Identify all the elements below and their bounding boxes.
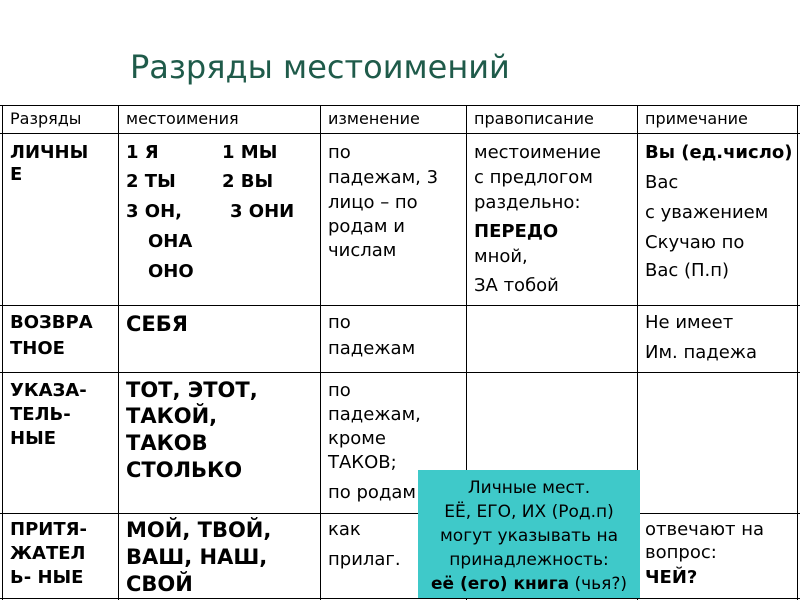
- header-pronouns: местоимения: [126, 109, 239, 128]
- row2-note-2: Им. падежа: [645, 342, 758, 363]
- row1-note-3: с уважением: [645, 202, 769, 223]
- header-spelling: правописание: [474, 109, 594, 128]
- callout-example: [418, 572, 640, 596]
- row3-category-line1: УКАЗА-: [10, 380, 87, 401]
- row4-category-line1: ПРИТЯ-: [10, 519, 87, 540]
- row1-pronoun-2pl: 2 ВЫ: [222, 171, 274, 192]
- row4-change-1: как: [328, 519, 361, 540]
- page-title: Разряды местоимений: [130, 48, 510, 86]
- row3-change-3: кроме: [328, 428, 386, 449]
- row2-category-line2: ТНОЕ: [10, 338, 65, 359]
- row2-category-line1: ВОЗВРА: [10, 312, 93, 333]
- row3-category-line3: НЫЕ: [10, 428, 57, 449]
- row2-change-2: падежам: [328, 338, 416, 359]
- header-change: изменение: [328, 109, 420, 128]
- row1-spelling-1: местоимение: [474, 142, 601, 163]
- row1-pronoun-2sg: 2 ТЫ: [126, 171, 176, 192]
- header-note: примечание: [645, 109, 748, 128]
- callout-example-rest: (чья?): [569, 574, 628, 594]
- row4-pronoun-2: ВАШ, НАШ,: [126, 545, 268, 569]
- row1-pronoun-3pl: 3 ОНИ: [230, 201, 295, 222]
- row2-change-1: по: [328, 312, 351, 333]
- header-categories: Разряды: [10, 109, 82, 128]
- row1-change-1: по: [328, 142, 351, 163]
- row3-change-2: падежам,: [328, 404, 421, 425]
- callout-example-bold: её (его) книга: [430, 574, 570, 594]
- row4-category-line3: Ь- НЫЕ: [10, 567, 84, 588]
- row1-spelling-5: мной,: [474, 246, 528, 267]
- callout-line-4: принадлежность:: [449, 550, 609, 570]
- row1-category-line2: Е: [10, 164, 23, 185]
- row1-note-4: Скучаю по: [645, 232, 745, 253]
- row3-change-5: по родам: [328, 482, 416, 503]
- row3-pronoun-1: ТОТ, ЭТОТ,: [126, 378, 258, 402]
- callout-line-3: могут указывать на: [439, 526, 619, 546]
- row4-change-2: прилаг.: [328, 549, 401, 570]
- row4-note-1: отвечают на: [645, 519, 765, 540]
- row1-spelling-2: с предлогом: [474, 167, 593, 188]
- row1-pronoun-3sg: 3 ОН,: [126, 201, 182, 222]
- row1-pronoun-1pl: 1 МЫ: [222, 142, 278, 163]
- row1-change-5: числам: [328, 240, 397, 261]
- callout-line-2: ЕЁ, ЕГО, ИХ (Род.п): [444, 502, 614, 522]
- row3-category-line2: ТЕЛЬ-: [10, 404, 71, 425]
- row4-note-2: вопрос:: [645, 542, 717, 563]
- callout-note: [418, 470, 640, 598]
- row3-pronoun-4: СТОЛЬКО: [126, 458, 243, 482]
- row4-pronoun-1: МОЙ, ТВОЙ,: [126, 518, 272, 542]
- row1-spelling-4: ПЕРЕДО: [474, 221, 559, 242]
- row2-pronoun: СЕБЯ: [126, 312, 188, 336]
- row4-category-line2: ЖАТЕЛ: [10, 543, 86, 564]
- row1-spelling-6: ЗА тобой: [474, 275, 559, 296]
- row4-pronoun-3: СВОЙ: [126, 572, 193, 596]
- row1-pronoun-3sg-fem: ОНА: [148, 231, 193, 252]
- row1-change-3: лицо – по: [328, 192, 418, 213]
- callout-line-1: Личные мест.: [467, 478, 591, 498]
- row3-change-1: по: [328, 380, 351, 401]
- row1-note-5: Вас (П.п): [645, 260, 730, 281]
- row1-pronoun-1sg: 1 Я: [126, 142, 159, 163]
- row1-note-2: Вас: [645, 172, 679, 193]
- row3-pronoun-2: ТАКОЙ,: [126, 404, 218, 428]
- row1-spelling-3: раздельно:: [474, 192, 581, 213]
- row4-note-3: ЧЕЙ?: [645, 567, 698, 588]
- row1-change-2: падежам, 3: [328, 167, 439, 188]
- row1-category-line1: ЛИЧНЫ: [10, 142, 89, 163]
- row1-pronoun-3sg-neut: ОНО: [148, 261, 194, 282]
- row2-note-1: Не имеет: [645, 312, 734, 333]
- row1-change-4: родам и: [328, 216, 405, 237]
- row1-note-1: Вы (ед.число): [645, 142, 793, 163]
- row3-change-4: ТАКОВ;: [328, 452, 397, 473]
- row3-pronoun-3: ТАКОВ: [126, 431, 208, 455]
